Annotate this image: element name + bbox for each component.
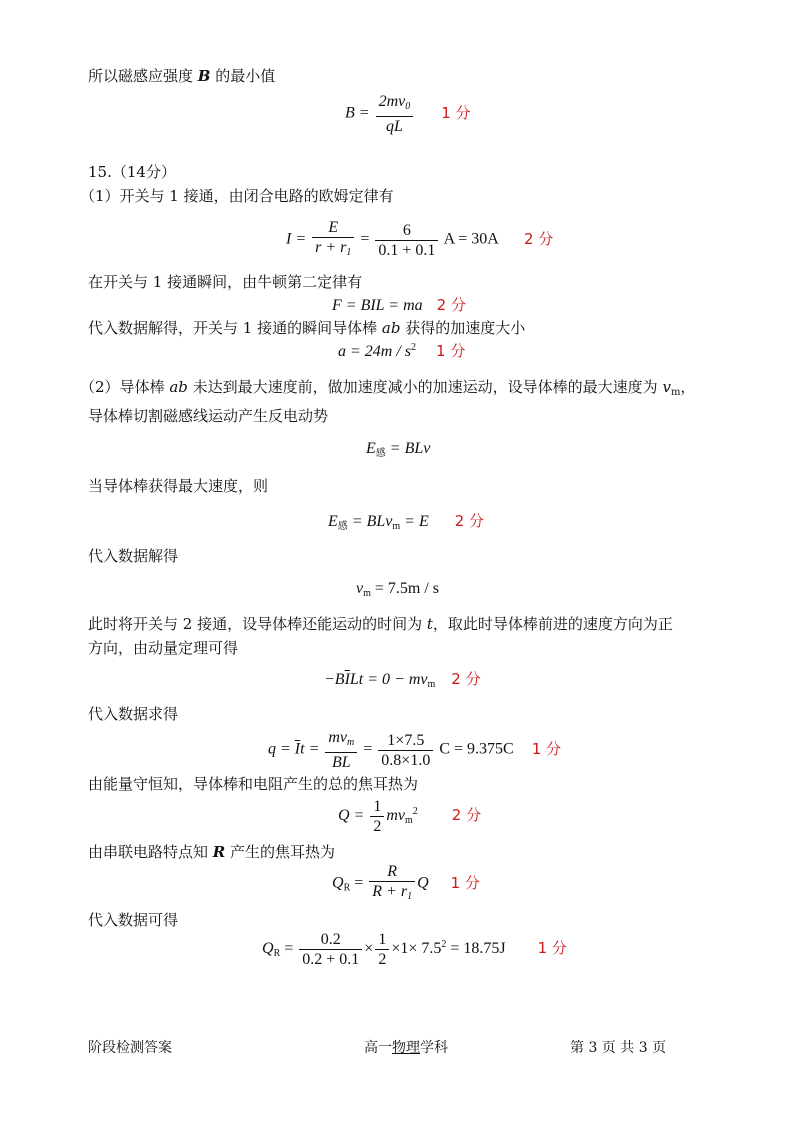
equation-heat-R-value: [262, 930, 567, 969]
text-max-speed: 当导体棒获得最大速度，则: [88, 477, 269, 495]
numerator: R: [369, 862, 415, 882]
middle: = BLv: [351, 513, 393, 530]
numerator: mv: [328, 729, 348, 746]
numerator: 6: [375, 221, 438, 241]
question-header: 15.（14分）: [88, 163, 176, 181]
score-label: 2 分: [451, 806, 482, 825]
subject: 物理: [392, 1040, 420, 1056]
part1-intro: （1）开关与 1 接通，由闭合电路的欧姆定律有: [80, 187, 394, 205]
lhs: Q: [332, 874, 344, 892]
lhs: Q: [262, 940, 274, 958]
prefix: −B: [324, 671, 345, 688]
text-momentum: 方向，由动量定理可得: [88, 639, 239, 657]
fraction: [312, 218, 354, 262]
text-switch2: [88, 614, 673, 634]
denominator: R + r: [372, 883, 408, 900]
expression: F = BIL = ma: [332, 297, 423, 314]
text-substitute: 代入数据可得: [88, 911, 179, 929]
var-B: B: [197, 67, 211, 85]
rhs-result: = 18.75J: [450, 940, 506, 958]
fraction: [369, 862, 415, 906]
var-ab: ab: [169, 378, 188, 396]
part2-intro: [80, 377, 695, 403]
text: 学科: [420, 1040, 448, 1056]
lhs: v: [356, 580, 364, 597]
subscript: 1: [407, 891, 413, 902]
text: ，: [680, 378, 696, 396]
subscript: R: [343, 882, 351, 894]
subscript: m: [363, 588, 371, 599]
time: t =: [300, 740, 320, 758]
equation-momentum: [324, 668, 481, 690]
score-label: 1 分: [450, 873, 480, 892]
equation-emf: [366, 440, 430, 459]
fraction: [370, 797, 384, 836]
score-label: 2 分: [523, 229, 554, 248]
text: 由串联电路特点知: [88, 843, 209, 861]
text-newton: 在开关与 1 接通瞬间，由牛顿第二定律有: [88, 273, 363, 291]
numerator: 1×7.5: [378, 731, 433, 751]
fraction: [375, 930, 389, 969]
subscript: 1: [346, 247, 352, 258]
fraction: [376, 92, 414, 136]
subscript: R: [273, 948, 281, 960]
text: 此时将开关与 2 接通，设导体棒还能运动的时间为: [88, 615, 423, 633]
rhs: ×1× 7.5: [391, 940, 442, 958]
var-v: v: [662, 378, 671, 396]
subscript: m: [670, 387, 681, 398]
text-solve: 代入数据解得: [88, 547, 179, 565]
equals: =: [354, 874, 364, 892]
text: 的最小值: [215, 67, 276, 85]
equals: =: [360, 230, 370, 248]
equation-force: [332, 294, 466, 315]
denominator: qL: [385, 118, 403, 135]
score-label: 1 分: [537, 939, 567, 958]
lhs: Q =: [338, 807, 365, 825]
equation-acceleration: [338, 340, 465, 361]
subscript: 0: [405, 101, 411, 112]
text: 产生的焦耳热为: [230, 843, 336, 861]
expression: a = 24m / s: [338, 343, 412, 360]
superscript: 2: [441, 939, 447, 951]
text: 高一: [364, 1040, 392, 1056]
superscript: 2: [412, 806, 418, 818]
lhs: q =: [268, 740, 291, 758]
text-energy: 由能量守恒知，导体棒和电阻产生的总的焦耳热为: [88, 775, 419, 793]
equals: =: [363, 740, 373, 758]
numerator: 1: [375, 930, 389, 950]
text-back-emf: 导体棒切割磁感线运动产生反电动势: [88, 407, 329, 425]
score-label: 1 分: [436, 342, 466, 360]
subscript: m: [427, 679, 436, 690]
equals: =: [284, 940, 294, 958]
var-ab: ab: [381, 319, 401, 337]
rhs: = BLv: [389, 440, 431, 457]
subscript: m: [347, 737, 355, 748]
score-label: 2 分: [454, 512, 485, 530]
rhs: = 7.5m / s: [374, 580, 440, 597]
fraction: [299, 930, 362, 969]
rhs: mv: [386, 807, 406, 825]
footer-page-number: 第 3 页 共 3 页: [570, 1040, 667, 1056]
lhs: E: [366, 440, 376, 457]
fraction: [375, 221, 438, 260]
equation-emf-max: [328, 510, 484, 532]
score-label: 1 分: [531, 739, 562, 758]
text-charge: 代入数据求得: [88, 705, 179, 723]
score-label: 2 分: [436, 296, 466, 314]
footer-center: [364, 1037, 448, 1057]
denominator: 0.8×1.0: [381, 751, 431, 769]
denominator: 2: [373, 818, 382, 835]
lhs: B =: [345, 104, 370, 122]
rhs: C = 9.375C: [439, 740, 514, 758]
denominator: 2: [378, 951, 387, 968]
lhs: E: [328, 513, 338, 530]
rhs: Q: [417, 874, 429, 892]
text-series: [88, 842, 335, 862]
text-acceleration: [88, 318, 525, 338]
times: ×: [364, 940, 374, 958]
text: ，取此时导体棒前进的速度方向为正: [432, 615, 673, 633]
text: 所以磁感应强度: [88, 67, 194, 85]
fraction: [378, 731, 433, 770]
score-label: 2 分: [451, 670, 481, 688]
subscript: m: [392, 521, 401, 532]
text: （2）导体棒: [80, 378, 165, 396]
equation-heat-R: [332, 862, 480, 906]
var-t: t: [426, 615, 433, 633]
middle: Lt = 0 − mv: [349, 671, 428, 688]
subscript: 感: [337, 521, 348, 532]
denominator: 0.2 + 0.1: [302, 951, 360, 968]
score-label: 1 分: [441, 103, 471, 122]
superscript: 2: [411, 342, 417, 353]
subscript: m: [405, 815, 413, 827]
equation-charge: [268, 728, 561, 772]
equation-B-min: [345, 92, 471, 136]
numerator: E: [312, 218, 354, 238]
text: 未达到最大速度前，做加速度减小的加速运动，设导体棒的最大速度为: [192, 378, 658, 396]
text: 代入数据解得，开关与 1 接通的瞬间导体棒: [88, 319, 378, 337]
text: 获得的加速度大小: [405, 319, 526, 337]
subscript: 感: [375, 448, 386, 459]
avg-current: $\overline{I}$: [344, 671, 350, 688]
numerator: 0.2: [299, 930, 362, 950]
numerator: 2mv: [378, 93, 406, 110]
numerator: 1: [370, 797, 384, 817]
text-line-min-B: [88, 66, 275, 86]
var-R: R: [212, 843, 226, 861]
equation-heat-total: [338, 797, 481, 836]
denominator: 0.1 + 0.1: [378, 241, 436, 259]
fraction: [325, 728, 357, 772]
denominator: r + r: [315, 239, 347, 256]
equation-vmax: [356, 580, 439, 599]
lhs: I =: [286, 230, 307, 248]
avg-current: $\overline{I}$: [294, 740, 301, 758]
footer-left: 阶段检测答案: [88, 1040, 172, 1056]
rhs: = E: [404, 513, 429, 530]
equation-current: [286, 218, 553, 262]
rhs: A = 30A: [443, 230, 498, 248]
denominator: BL: [331, 754, 351, 771]
